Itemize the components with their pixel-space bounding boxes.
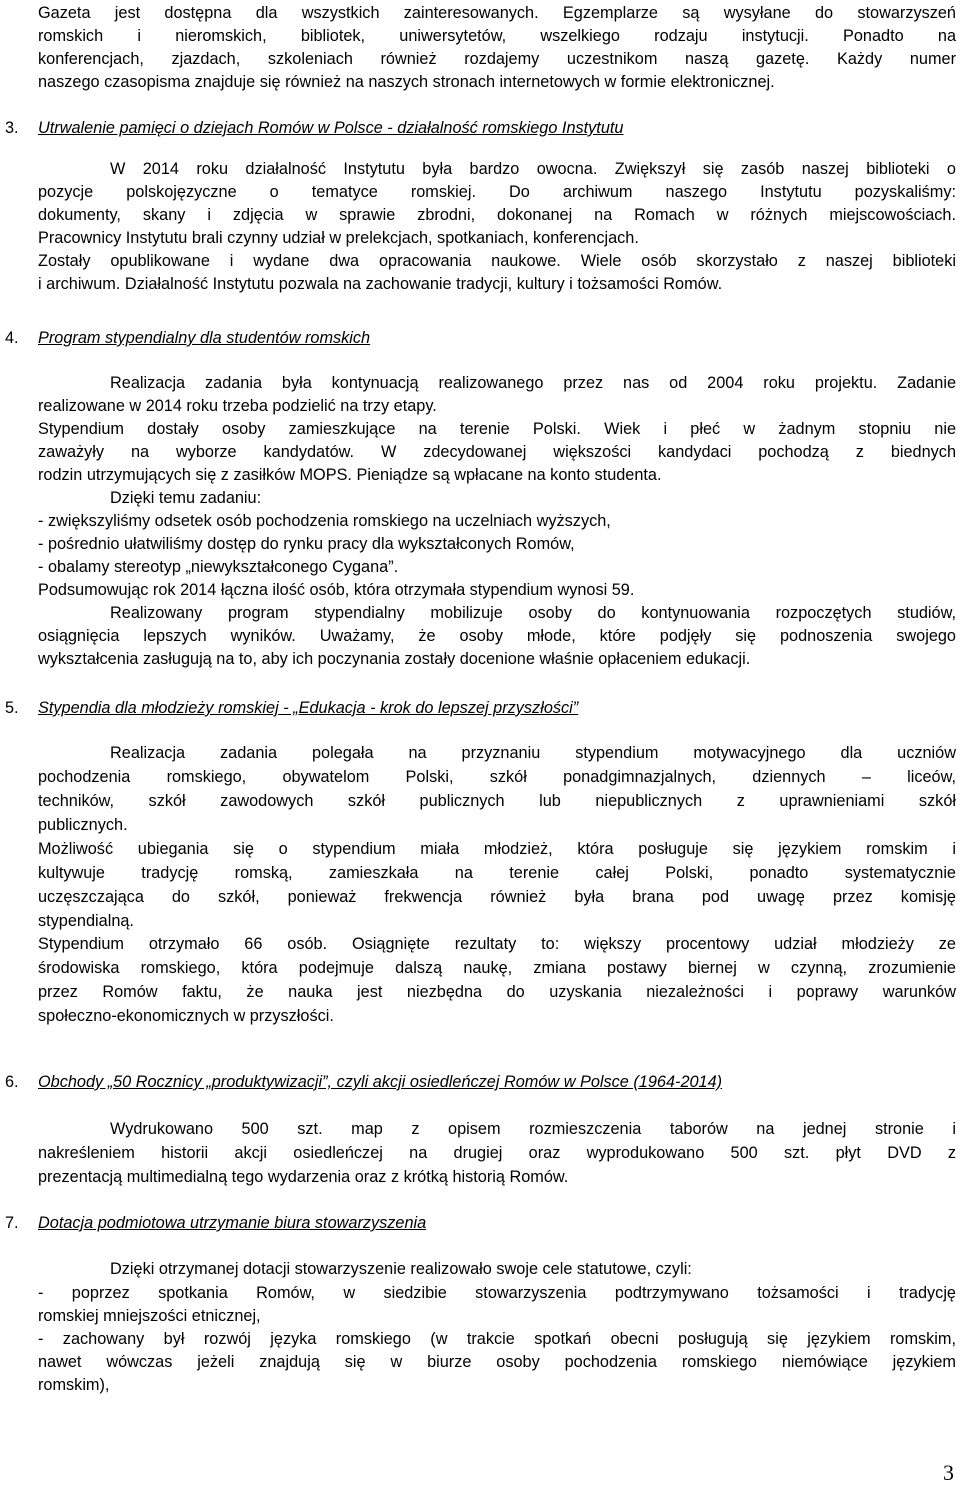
list-item: romskiej mniejszości etnicznej,: [38, 1307, 261, 1325]
body-line: Stypendium dostały osoby zamieszkujące na terenie Polski. Wiek i płeć w żadnym stopniu nie: [38, 420, 956, 438]
body-line: zaważyły na wyborze kandydatów. W zdecydowanej większości kandydaci pochodzą z biednych: [38, 443, 956, 461]
body-line: Możliwość ubiegania się o stypendium miała młodzież, która posługuje się językiem romskim i: [38, 840, 956, 858]
section-heading: [5, 1071, 722, 1094]
list-item: nawet wówczas jeżeli znajdują się w biurze osoby pochodzenia romskiego niemówiące językiem: [38, 1353, 956, 1371]
body-line: Podsumowując rok 2014 łączna ilość osób, która otrzymała stypendium wynosi 59.: [38, 581, 635, 599]
body-line: społeczno-ekonomicznych w przyszłości.: [38, 1007, 334, 1025]
list-item: - poprzez spotkania Romów, w siedzibie stowarzyszenia podtrzymywano tożsamości i tradycję: [38, 1284, 956, 1302]
body-line: Dzięki otrzymanej dotacji stowarzyszenie realizowało swoje cele statutowe, czyli:: [110, 1260, 692, 1278]
page-number: 3: [943, 1460, 954, 1485]
section-number: 5.: [5, 699, 19, 717]
body-line: pozycje polskojęzyczne o tematyce romskiej. Do archiwum naszego Instytutu pozyskaliśmy:: [38, 183, 956, 201]
body-line: Realizacja zadania była kontynuacją realizowanego przez nas od 2004 roku projektu. Zadanie: [110, 374, 956, 392]
section-title: Utrwalenie pamięci o dziejach Romów w Polsce - działalność romskiego Instytutu: [38, 119, 624, 137]
body-line: realizowane w 2014 roku trzeba podzielić na trzy etapy.: [38, 397, 437, 415]
body-line: i archiwum. Działalność Instytutu pozwala na zachowanie tradycji, kultury i tożsamości Romów.: [38, 275, 723, 293]
section-title: Dotacja podmiotowa utrzymanie biura stowarzyszenia: [38, 1214, 427, 1232]
section-heading: [5, 1212, 426, 1235]
list-item: - obalamy stereotyp „niewykształconego Cygana”.: [38, 558, 399, 576]
body-line: Realizowany program stypendialny mobilizuje osoby do kontynuowania rozpoczętych studiów,: [110, 604, 956, 622]
section-number: 3.: [5, 119, 19, 137]
intro-line: naszego czasopisma znajduje się również na naszych stronach internetowych w formie elektronicznej.: [38, 73, 775, 91]
body-line: techników, szkół zawodowych szkół publicznych lub niepublicznych z uprawnieniami szkół: [38, 792, 956, 810]
body-line: przez Romów faktu, że nauka jest niezbędna do uzyskania niezależności i poprawy warunków: [38, 983, 956, 1001]
section-heading: [5, 327, 370, 350]
body-line: W 2014 roku działalność Instytutu była bardzo owocna. Zwiększył się zasób naszej biblioteki o: [110, 160, 956, 178]
section-number: 6.: [5, 1073, 19, 1091]
body-line: kultywuje tradycję romską, zamieszkała na terenie całej Polski, ponadto systematycznie: [38, 864, 956, 882]
list-item: romskim),: [38, 1376, 110, 1394]
body-line: publicznych.: [38, 816, 128, 834]
body-line: wykształcenia zasługują na to, aby ich poczynania zostały docenione właśnie opłaceniem edukacji.: [38, 650, 751, 668]
body-line: Dzięki temu zadaniu:: [110, 489, 262, 507]
body-line: uczęszczająca do szkół, ponieważ frekwencja również była brana pod uwagę przez komisję: [38, 888, 956, 906]
section-title: Program stypendialny dla studentów romskich: [38, 329, 371, 347]
body-line: nakreśleniem historii akcji osiedleńczej na drugiej oraz wyprodukowano 500 szt. płyt DVD z: [38, 1144, 956, 1162]
section-heading: [5, 117, 623, 140]
body-line: prezentacją multimedialną tego wydarzenia oraz z krótką historią Romów.: [38, 1168, 569, 1186]
body-line: dokumenty, skany i zdjęcia w sprawie zbrodni, dokonanej na Romach w różnych miejscowościach.: [38, 206, 956, 224]
body-line: stypendialną.: [38, 912, 134, 930]
body-line: Zostały opublikowane i wydane dwa opracowania naukowe. Wiele osób skorzystało z naszej biblioteki: [38, 252, 956, 270]
list-item: - pośrednio ułatwiliśmy dostęp do rynku pracy dla wykształconych Romów,: [38, 535, 575, 553]
body-line: Wydrukowano 500 szt. map z opisem rozmieszczenia taborów na jednej stronie i: [110, 1120, 956, 1138]
list-item: - zwiększyliśmy odsetek osób pochodzenia romskiego na uczelniach wyższych,: [38, 512, 611, 530]
body-line: Stypendium otrzymało 66 osób. Osiągnięte rezultaty to: większy procentowy udział młodzieży ze: [38, 935, 956, 953]
body-line: Pracownicy Instytutu brali czynny udział w prelekcjach, spotkaniach, konferencjach.: [38, 229, 639, 247]
body-line: środowiska romskiego, która podejmuje dalszą naukę, zmiana postawy biernej w czynną, zrozumienie: [38, 959, 956, 977]
intro-line: Gazeta jest dostępna dla wszystkich zainteresowanych. Egzemplarze są wysyłane do stowarzyszeń: [38, 4, 956, 22]
section-title: Obchody „50 Rocznicy „produktywizacji”, czyli akcji osiedleńczej Romów w Polsce (1964-2014): [38, 1073, 723, 1091]
section-heading: [5, 697, 578, 720]
section-title: Stypendia dla młodzieży romskiej - „Edukacja - krok do lepszej przyszłości”: [38, 699, 579, 717]
intro-line: konferencjach, zjazdach, szkoleniach również rozdajemy uczestnikom naszą gazetę. Każdy numer: [38, 50, 956, 68]
body-line: pochodzenia romskiego, obywatelom Polski, szkół ponadgimnazjalnych, dziennych – liceów,: [38, 768, 956, 786]
list-item: - zachowany był rozwój języka romskiego (w trakcie spotkań obecni posługują się językiem romskim,: [38, 1330, 956, 1348]
section-number: 7.: [5, 1214, 19, 1232]
section-number: 4.: [5, 329, 19, 347]
body-line: Realizacja zadania polegała na przyznaniu stypendium motywacyjnego dla uczniów: [110, 744, 956, 762]
body-line: rodzin utrzymujących się z zasiłków MOPS. Pieniądze są wpłacane na konto studenta.: [38, 466, 662, 484]
intro-line: romskich i nieromskich, bibliotek, uniwersytetów, wszelkiego rodzaju instytucji. Ponadto na: [38, 27, 956, 45]
body-line: osiągnięcia lepszych wyników. Uważamy, że osoby młode, które podjęły się podnoszenia swojego: [38, 627, 956, 645]
